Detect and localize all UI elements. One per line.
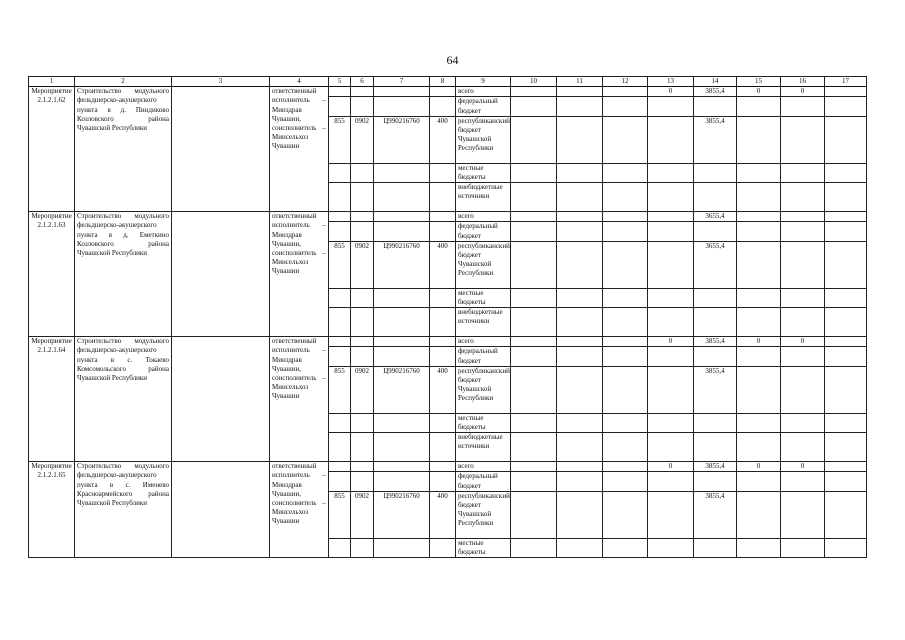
value-cell xyxy=(603,163,648,182)
code-cell xyxy=(351,212,374,222)
value-cell xyxy=(603,413,648,432)
code-cell: Ц990216760 xyxy=(374,116,430,163)
value-cell xyxy=(694,472,737,491)
value-cell xyxy=(781,347,825,366)
value-cell xyxy=(648,347,694,366)
value-cell xyxy=(557,491,603,538)
code-cell xyxy=(374,183,430,212)
value-cell xyxy=(603,472,648,491)
value-cell xyxy=(648,163,694,182)
value-cell xyxy=(694,413,737,432)
code-cell: 855 xyxy=(329,116,351,163)
value-cell: 3855,4 xyxy=(694,366,737,413)
value-cell xyxy=(781,288,825,307)
column-number: 6 xyxy=(351,77,374,87)
measure-name: Строительство модульного фельдшерско-акушерского пункта в с. Токаево Комсомольского района Чувашской Республики xyxy=(75,337,172,462)
funding-source: всего xyxy=(456,87,511,97)
value-cell xyxy=(557,97,603,116)
value-cell xyxy=(825,87,867,97)
code-cell xyxy=(374,413,430,432)
value-cell xyxy=(825,241,867,288)
column-number: 14 xyxy=(694,77,737,87)
value-cell xyxy=(781,212,825,222)
funding-source: республиканский бюджет Чувашской Республики xyxy=(456,366,511,413)
value-cell xyxy=(557,87,603,97)
code-cell: 0902 xyxy=(351,366,374,413)
funding-source: всего xyxy=(456,212,511,222)
value-cell xyxy=(557,413,603,432)
code-cell xyxy=(374,538,430,557)
value-cell xyxy=(781,491,825,538)
value-cell xyxy=(648,97,694,116)
value-cell: 0 xyxy=(737,462,781,472)
value-cell xyxy=(603,347,648,366)
table-row xyxy=(29,212,867,222)
value-cell xyxy=(511,87,557,97)
code-cell xyxy=(374,163,430,182)
budget-table xyxy=(28,76,867,558)
code-cell xyxy=(351,308,374,337)
value-cell xyxy=(603,337,648,347)
value-cell xyxy=(511,413,557,432)
value-cell xyxy=(694,288,737,307)
code-cell: 0902 xyxy=(351,241,374,288)
value-cell xyxy=(781,163,825,182)
funding-source: местные бюджеты xyxy=(456,288,511,307)
value-cell xyxy=(737,538,781,557)
value-cell: 0 xyxy=(648,462,694,472)
value-cell xyxy=(557,472,603,491)
column-number: 10 xyxy=(511,77,557,87)
code-cell xyxy=(329,538,351,557)
value-cell xyxy=(511,308,557,337)
table-row xyxy=(29,87,867,97)
value-cell xyxy=(648,222,694,241)
code-cell: Ц990216760 xyxy=(374,491,430,538)
code-cell xyxy=(374,337,430,347)
code-cell xyxy=(351,472,374,491)
empty-cell xyxy=(172,337,270,462)
value-cell xyxy=(694,433,737,462)
funding-source: республиканский бюджет Чувашской Республики xyxy=(456,116,511,163)
value-cell: 3855,4 xyxy=(694,491,737,538)
value-cell xyxy=(557,308,603,337)
value-cell xyxy=(648,538,694,557)
value-cell xyxy=(511,472,557,491)
code-cell xyxy=(374,462,430,472)
funding-source: внебюджетные источники xyxy=(456,183,511,212)
code-cell xyxy=(430,472,456,491)
value-cell xyxy=(511,366,557,413)
column-number: 13 xyxy=(648,77,694,87)
code-cell xyxy=(329,462,351,472)
code-cell xyxy=(430,288,456,307)
code-cell xyxy=(329,472,351,491)
code-cell xyxy=(430,183,456,212)
code-cell xyxy=(351,347,374,366)
code-cell xyxy=(351,337,374,347)
code-cell xyxy=(430,212,456,222)
measure-kind: Мероприятие 2.1.2.1.65 xyxy=(29,462,75,558)
value-cell xyxy=(511,433,557,462)
funding-source: республиканский бюджет Чувашской Республики xyxy=(456,241,511,288)
value-cell xyxy=(694,347,737,366)
code-cell xyxy=(351,183,374,212)
code-cell: 0902 xyxy=(351,116,374,163)
code-cell xyxy=(329,308,351,337)
value-cell xyxy=(648,491,694,538)
value-cell xyxy=(557,212,603,222)
value-cell xyxy=(781,413,825,432)
value-cell xyxy=(825,472,867,491)
code-cell xyxy=(430,462,456,472)
value-cell xyxy=(648,241,694,288)
value-cell: 3855,4 xyxy=(694,337,737,347)
value-cell xyxy=(737,116,781,163)
value-cell xyxy=(511,538,557,557)
value-cell xyxy=(511,337,557,347)
value-cell: 3655,4 xyxy=(694,241,737,288)
code-cell: 400 xyxy=(430,116,456,163)
responsible-executor: ответственный исполнитель – Минздрав Чувашии, соисполнитель – Минсельхоз Чувашии xyxy=(270,87,329,212)
value-cell xyxy=(648,472,694,491)
table-row xyxy=(29,337,867,347)
code-cell xyxy=(374,347,430,366)
code-cell xyxy=(329,413,351,432)
value-cell xyxy=(781,472,825,491)
value-cell xyxy=(603,241,648,288)
code-cell xyxy=(430,538,456,557)
responsible-executor: ответственный исполнитель – Минздрав Чувашии, соисполнитель – Минсельхоз Чувашии xyxy=(270,337,329,462)
code-cell xyxy=(351,288,374,307)
value-cell xyxy=(781,222,825,241)
code-cell xyxy=(329,433,351,462)
funding-source: республиканский бюджет Чувашской Республики xyxy=(456,491,511,538)
code-cell: 400 xyxy=(430,241,456,288)
value-cell xyxy=(737,212,781,222)
value-cell xyxy=(557,222,603,241)
value-cell xyxy=(511,97,557,116)
value-cell xyxy=(511,163,557,182)
value-cell xyxy=(603,491,648,538)
code-cell xyxy=(329,183,351,212)
value-cell xyxy=(737,347,781,366)
value-cell xyxy=(781,538,825,557)
code-cell xyxy=(351,222,374,241)
column-number: 15 xyxy=(737,77,781,87)
empty-cell xyxy=(172,212,270,337)
code-cell xyxy=(430,222,456,241)
code-cell xyxy=(374,308,430,337)
value-cell xyxy=(557,538,603,557)
value-cell xyxy=(511,491,557,538)
value-cell xyxy=(694,183,737,212)
code-cell xyxy=(329,97,351,116)
code-cell xyxy=(374,472,430,491)
value-cell xyxy=(648,288,694,307)
value-cell xyxy=(825,116,867,163)
column-number: 3 xyxy=(172,77,270,87)
value-cell xyxy=(781,116,825,163)
empty-cell xyxy=(172,462,270,558)
responsible-executor: ответственный исполнитель – Минздрав Чувашии, соисполнитель – Минсельхоз Чувашии xyxy=(270,212,329,337)
value-cell xyxy=(825,222,867,241)
value-cell xyxy=(603,87,648,97)
column-number: 11 xyxy=(557,77,603,87)
value-cell: 0 xyxy=(648,337,694,347)
value-cell xyxy=(825,337,867,347)
value-cell xyxy=(511,288,557,307)
value-cell xyxy=(557,462,603,472)
value-cell xyxy=(603,462,648,472)
code-cell xyxy=(329,87,351,97)
value-cell xyxy=(557,433,603,462)
value-cell xyxy=(557,337,603,347)
measure-name: Строительство модульного фельдшерско-акушерского пункта в д. Еметкино Козловского района Чувашской Республики xyxy=(75,212,172,337)
value-cell xyxy=(694,308,737,337)
value-cell xyxy=(511,347,557,366)
value-cell xyxy=(737,433,781,462)
funding-source: местные бюджеты xyxy=(456,163,511,182)
value-cell xyxy=(648,183,694,212)
value-cell xyxy=(825,183,867,212)
value-cell: 0 xyxy=(781,87,825,97)
value-cell xyxy=(557,366,603,413)
funding-source: федеральный бюджет xyxy=(456,472,511,491)
column-number: 7 xyxy=(374,77,430,87)
measure-name: Строительство модульного фельдшерско-акушерского пункта в с. Именево Красноармейского района Чувашской Республики xyxy=(75,462,172,558)
funding-source: всего xyxy=(456,462,511,472)
value-cell xyxy=(557,163,603,182)
column-number: 17 xyxy=(825,77,867,87)
value-cell xyxy=(825,462,867,472)
code-cell: 855 xyxy=(329,366,351,413)
value-cell xyxy=(781,308,825,337)
value-cell xyxy=(737,241,781,288)
code-cell: 855 xyxy=(329,491,351,538)
value-cell xyxy=(737,183,781,212)
value-cell xyxy=(737,288,781,307)
funding-source: местные бюджеты xyxy=(456,413,511,432)
value-cell xyxy=(694,538,737,557)
page-number: 64 xyxy=(446,53,459,67)
code-cell xyxy=(430,87,456,97)
value-cell xyxy=(825,433,867,462)
value-cell xyxy=(648,413,694,432)
value-cell xyxy=(648,116,694,163)
value-cell xyxy=(781,97,825,116)
value-cell xyxy=(825,288,867,307)
value-cell xyxy=(511,241,557,288)
value-cell xyxy=(781,433,825,462)
value-cell xyxy=(825,163,867,182)
value-cell xyxy=(825,97,867,116)
code-cell xyxy=(430,97,456,116)
measure-kind: Мероприятие 2.1.2.1.62 xyxy=(29,87,75,212)
code-cell xyxy=(329,212,351,222)
code-cell xyxy=(329,347,351,366)
value-cell xyxy=(694,163,737,182)
value-cell xyxy=(603,212,648,222)
code-cell: Ц990216760 xyxy=(374,366,430,413)
code-cell xyxy=(329,337,351,347)
value-cell xyxy=(603,538,648,557)
value-cell xyxy=(603,222,648,241)
code-cell xyxy=(351,462,374,472)
value-cell xyxy=(737,472,781,491)
value-cell xyxy=(511,183,557,212)
value-cell xyxy=(557,183,603,212)
value-cell xyxy=(737,413,781,432)
column-number-row xyxy=(29,77,867,87)
code-cell xyxy=(374,222,430,241)
value-cell xyxy=(737,163,781,182)
column-number: 8 xyxy=(430,77,456,87)
code-cell xyxy=(430,337,456,347)
column-number: 12 xyxy=(603,77,648,87)
value-cell xyxy=(825,413,867,432)
code-cell xyxy=(351,163,374,182)
value-cell xyxy=(825,308,867,337)
value-cell: 0 xyxy=(648,87,694,97)
code-cell xyxy=(329,288,351,307)
code-cell: Ц990216760 xyxy=(374,241,430,288)
funding-source: местные бюджеты xyxy=(456,538,511,557)
code-cell xyxy=(351,413,374,432)
code-cell xyxy=(374,288,430,307)
empty-cell xyxy=(172,87,270,212)
code-cell: 400 xyxy=(430,491,456,538)
value-cell xyxy=(825,538,867,557)
code-cell xyxy=(329,163,351,182)
column-number: 16 xyxy=(781,77,825,87)
value-cell: 0 xyxy=(781,337,825,347)
value-cell xyxy=(737,97,781,116)
value-cell xyxy=(694,222,737,241)
funding-source: внебюджетные источники xyxy=(456,308,511,337)
value-cell: 0 xyxy=(781,462,825,472)
value-cell xyxy=(603,433,648,462)
value-cell: 3855,4 xyxy=(694,116,737,163)
code-cell: 400 xyxy=(430,366,456,413)
value-cell xyxy=(603,97,648,116)
value-cell xyxy=(648,433,694,462)
code-cell xyxy=(430,347,456,366)
value-cell xyxy=(557,116,603,163)
value-cell xyxy=(781,183,825,212)
value-cell xyxy=(511,462,557,472)
value-cell: 3655,4 xyxy=(694,212,737,222)
value-cell xyxy=(737,222,781,241)
code-cell xyxy=(374,87,430,97)
funding-source: всего xyxy=(456,337,511,347)
code-cell xyxy=(351,433,374,462)
value-cell xyxy=(737,308,781,337)
responsible-executor: ответственный исполнитель – Минздрав Чувашии, соисполнитель – Минсельхоз Чувашии xyxy=(270,462,329,558)
value-cell xyxy=(825,491,867,538)
value-cell xyxy=(511,212,557,222)
value-cell xyxy=(557,241,603,288)
value-cell xyxy=(603,366,648,413)
value-cell xyxy=(737,491,781,538)
value-cell xyxy=(603,308,648,337)
value-cell: 3855,4 xyxy=(694,87,737,97)
value-cell xyxy=(737,366,781,413)
code-cell xyxy=(351,97,374,116)
code-cell xyxy=(329,222,351,241)
value-cell xyxy=(825,347,867,366)
code-cell xyxy=(374,97,430,116)
column-number: 5 xyxy=(329,77,351,87)
column-number: 4 xyxy=(270,77,329,87)
code-cell xyxy=(351,538,374,557)
value-cell xyxy=(603,183,648,212)
measure-kind: Мероприятие 2.1.2.1.63 xyxy=(29,212,75,337)
value-cell xyxy=(557,347,603,366)
column-number: 1 xyxy=(29,77,75,87)
value-cell xyxy=(781,366,825,413)
funding-source: внебюджетные источники xyxy=(456,433,511,462)
funding-source: федеральный бюджет xyxy=(456,222,511,241)
column-number: 2 xyxy=(75,77,172,87)
value-cell: 0 xyxy=(737,87,781,97)
table-row xyxy=(29,462,867,472)
code-cell: 0902 xyxy=(351,491,374,538)
value-cell: 3855,4 xyxy=(694,462,737,472)
code-cell xyxy=(351,87,374,97)
value-cell xyxy=(648,366,694,413)
value-cell xyxy=(511,222,557,241)
value-cell xyxy=(603,288,648,307)
code-cell: 855 xyxy=(329,241,351,288)
column-number: 9 xyxy=(456,77,511,87)
code-cell xyxy=(430,163,456,182)
code-cell xyxy=(430,433,456,462)
code-cell xyxy=(430,308,456,337)
measure-kind: Мероприятие 2.1.2.1.64 xyxy=(29,337,75,462)
value-cell xyxy=(557,288,603,307)
value-cell xyxy=(511,116,557,163)
code-cell xyxy=(374,212,430,222)
value-cell xyxy=(648,212,694,222)
code-cell xyxy=(430,413,456,432)
measure-name: Строительство модульного фельдшерско-акушерского пункта в д. Пиндиково Козловского района Чувашской Республики xyxy=(75,87,172,212)
value-cell: 0 xyxy=(737,337,781,347)
value-cell xyxy=(781,241,825,288)
funding-source: федеральный бюджет xyxy=(456,347,511,366)
value-cell xyxy=(825,212,867,222)
value-cell xyxy=(603,116,648,163)
value-cell xyxy=(825,366,867,413)
value-cell xyxy=(694,97,737,116)
value-cell xyxy=(648,308,694,337)
funding-source: федеральный бюджет xyxy=(456,97,511,116)
code-cell xyxy=(374,433,430,462)
